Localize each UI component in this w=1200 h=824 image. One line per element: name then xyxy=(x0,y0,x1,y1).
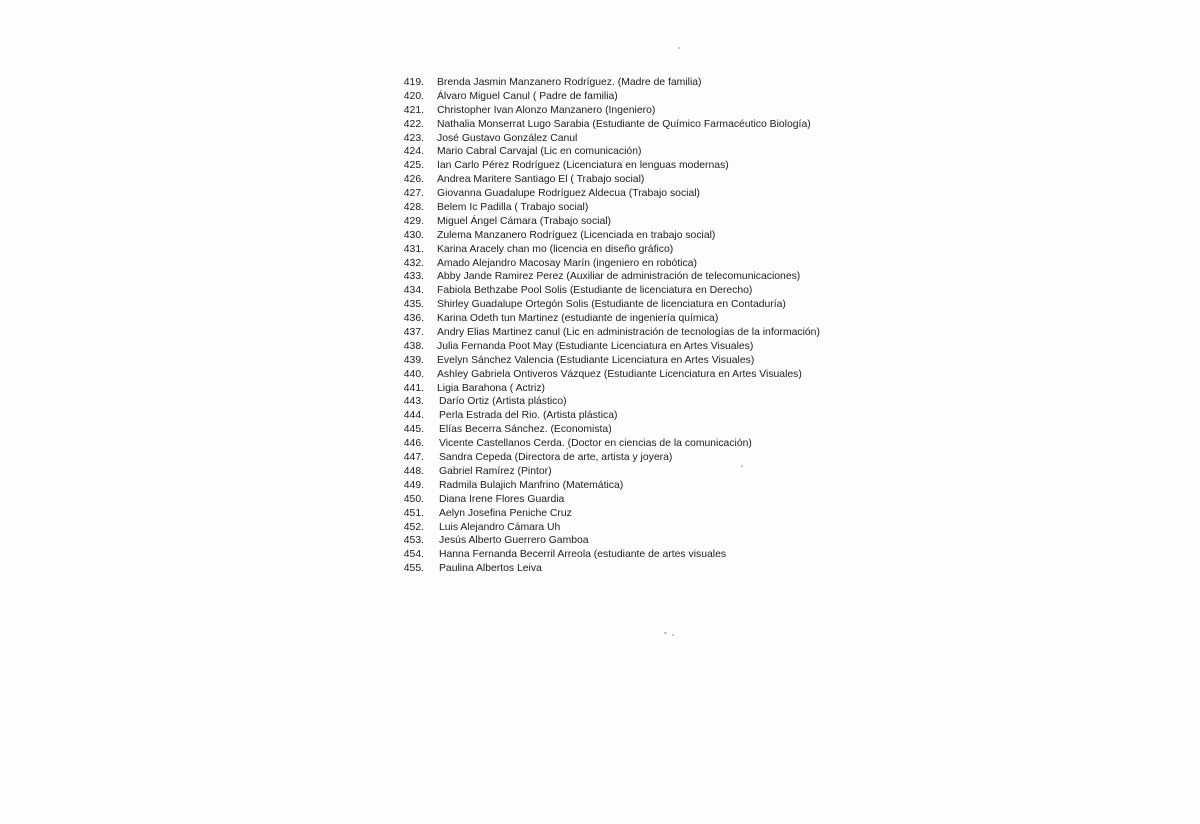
entry-text: Andrea Maritere Santiago El ( Trabajo social) xyxy=(437,174,645,186)
entry-number: 423. xyxy=(403,132,424,144)
entry-text: Ligia Barahona ( Actriz) xyxy=(437,382,546,394)
entry-number: 445. xyxy=(403,424,424,436)
entry-number: 436. xyxy=(403,313,424,325)
entry-text: Paulina Albertos Leiva xyxy=(439,563,542,575)
list-item xyxy=(398,437,898,451)
entry-text: Radmila Bulajich Manfrino (Matemática) xyxy=(439,479,624,491)
list-item xyxy=(398,395,898,409)
list-item xyxy=(398,521,898,535)
list-item xyxy=(398,243,898,257)
list-item xyxy=(398,493,898,507)
list-item xyxy=(398,76,898,90)
entry-text: Nathalia Monserrat Lugo Sarabia (Estudiante de Químico Farmacéutico Biología) xyxy=(437,118,811,130)
entry-number: 451. xyxy=(403,507,424,519)
list-item xyxy=(398,479,898,493)
entry-text: Giovanna Guadalupe Rodríguez Aldecua (Trabajo social) xyxy=(437,188,701,200)
entry-number: 440. xyxy=(403,368,424,380)
scan-speck xyxy=(672,634,674,636)
list-item xyxy=(398,312,898,326)
entry-number: 420. xyxy=(403,90,424,102)
list-item xyxy=(398,298,898,312)
list-item xyxy=(398,201,898,215)
list-item xyxy=(398,340,898,354)
entry-number: 454. xyxy=(403,549,424,561)
list-item xyxy=(398,90,898,104)
entry-text: Evelyn Sánchez Valencia (Estudiante Licenciatura en Artes Visuales) xyxy=(437,354,755,366)
entry-number: 432. xyxy=(403,257,424,269)
list-item xyxy=(398,548,898,562)
scan-speck xyxy=(664,632,667,634)
list-item xyxy=(398,145,898,159)
entry-number: 444. xyxy=(403,410,424,422)
entry-number: 453. xyxy=(403,535,424,547)
list-item xyxy=(398,409,898,423)
entry-number: 426. xyxy=(403,174,424,186)
list-item xyxy=(398,132,898,146)
entry-number: 431. xyxy=(403,243,424,255)
entry-text: Zulema Manzanero Rodríguez (Licenciada en trabajo social) xyxy=(437,229,716,241)
entry-text: Abby Jande Ramirez Perez (Auxiliar de administración de telecomunicaciones) xyxy=(437,271,801,283)
list-item xyxy=(398,118,898,132)
entry-text: Perla Estrada del Rio. (Artista plástica) xyxy=(439,410,618,422)
list-item xyxy=(398,284,898,298)
entry-number: 430. xyxy=(403,229,424,241)
entry-text: Jesús Alberto Guerrero Gamboa xyxy=(439,535,589,547)
entry-text: Belem Ic Padilla ( Trabajo social) xyxy=(437,202,589,214)
list-item xyxy=(398,451,898,465)
entry-number: 427. xyxy=(403,188,424,200)
entry-text: Shirley Guadalupe Ortegón Solis (Estudiante de licenciatura en Contaduría) xyxy=(437,299,786,311)
list-item xyxy=(398,382,898,396)
list-item xyxy=(398,465,898,479)
entry-number: 428. xyxy=(403,202,424,214)
list-item xyxy=(398,534,898,548)
entry-number: 421. xyxy=(403,104,424,116)
entry-number: 452. xyxy=(403,521,424,533)
entry-text: Gabriel Ramírez (Pintor) xyxy=(439,465,552,477)
entry-number: 435. xyxy=(403,299,424,311)
entry-text: Mario Cabral Carvajal (Lic en comunicación) xyxy=(437,146,642,158)
entry-text: Miguel Ángel Cámara (Trabajo social) xyxy=(437,215,612,227)
entry-text: Julia Fernanda Poot May (Estudiante Licenciatura en Artes Visuales) xyxy=(437,340,754,352)
entry-number: 438. xyxy=(403,340,424,352)
entry-number: 449. xyxy=(403,479,424,491)
entry-text: Elías Becerra Sánchez. (Economista) xyxy=(439,424,612,436)
list-item xyxy=(398,229,898,243)
entry-text: Brenda Jasmin Manzanero Rodríguez. (Madre de familia) xyxy=(437,77,702,88)
list-item xyxy=(398,215,898,229)
entry-text: Karina Aracely chan mo (licencia en diseño gráfico) xyxy=(437,243,674,255)
list-item xyxy=(398,326,898,340)
entry-number: 425. xyxy=(403,160,424,172)
entry-number: 455. xyxy=(403,563,424,575)
entry-number: 434. xyxy=(403,285,424,297)
list-item xyxy=(398,257,898,271)
entry-text: Diana Irene Flores Guardia xyxy=(439,493,565,505)
entry-text: Amado Alejandro Macosay Marín (ingeniero en robótica) xyxy=(437,257,697,269)
entry-text: Hanna Fernanda Becerril Arreola (estudiante de artes visuales xyxy=(439,549,727,561)
list-item xyxy=(398,507,898,521)
scan-speck xyxy=(678,47,680,49)
list-item xyxy=(398,159,898,173)
entry-text: Sandra Cepeda (Directora de arte, artista y joyera) xyxy=(439,452,673,464)
entry-number: 424. xyxy=(403,146,424,158)
list-item xyxy=(398,187,898,201)
entry-text: Álvaro Miguel Canul ( Padre de familia) xyxy=(437,90,618,102)
entry-number: 443. xyxy=(403,396,424,408)
entry-number: 429. xyxy=(403,215,424,227)
entry-text: Vicente Castellanos Cerda. (Doctor en ciencias de la comunicación) xyxy=(439,438,752,450)
entry-number: 433. xyxy=(403,271,424,283)
list-item xyxy=(398,562,898,576)
entry-number: 439. xyxy=(403,354,424,366)
entry-number: 437. xyxy=(403,327,424,339)
list-item xyxy=(398,354,898,368)
entry-number: 447. xyxy=(403,452,424,464)
entry-number: 422. xyxy=(403,118,424,130)
list-item xyxy=(398,368,898,382)
entry-text: Luis Alejandro Cámara Uh xyxy=(439,521,561,533)
entry-text: Fabiola Bethzabe Pool Solis (Estudiante de licenciatura en Derecho) xyxy=(437,285,753,297)
entry-text: Andry Elias Martinez canul (Lic en administración de tecnologías de la información) xyxy=(437,327,820,339)
entry-text: Darío Ortiz (Artista plástico) xyxy=(439,396,567,408)
entry-number: 450. xyxy=(403,493,424,505)
entry-number: 446. xyxy=(403,438,424,450)
entry-text: Ashley Gabriela Ontiveros Vázquez (Estudiante Licenciatura en Artes Visuales) xyxy=(437,368,802,380)
list-item xyxy=(398,423,898,437)
entry-text: Christopher Ivan Alonzo Manzanero (Ingeniero) xyxy=(437,104,656,116)
entry-text: José Gustavo González Canul xyxy=(437,132,578,144)
entry-text: Aelyn Josefina Peniche Cruz xyxy=(439,507,572,519)
entry-text: Ian Carlo Pérez Rodríguez (Licenciatura en lenguas modernas) xyxy=(437,160,729,172)
signatory-list xyxy=(398,76,898,576)
list-item xyxy=(398,173,898,187)
list-item xyxy=(398,270,898,284)
entry-number: 441. xyxy=(403,382,424,394)
list-item xyxy=(398,104,898,118)
entry-number: 419. xyxy=(403,77,424,88)
entry-text: Karina Odeth tun Martinez (estudiante de ingeniería química) xyxy=(437,313,719,325)
entry-number: 448. xyxy=(403,465,424,477)
